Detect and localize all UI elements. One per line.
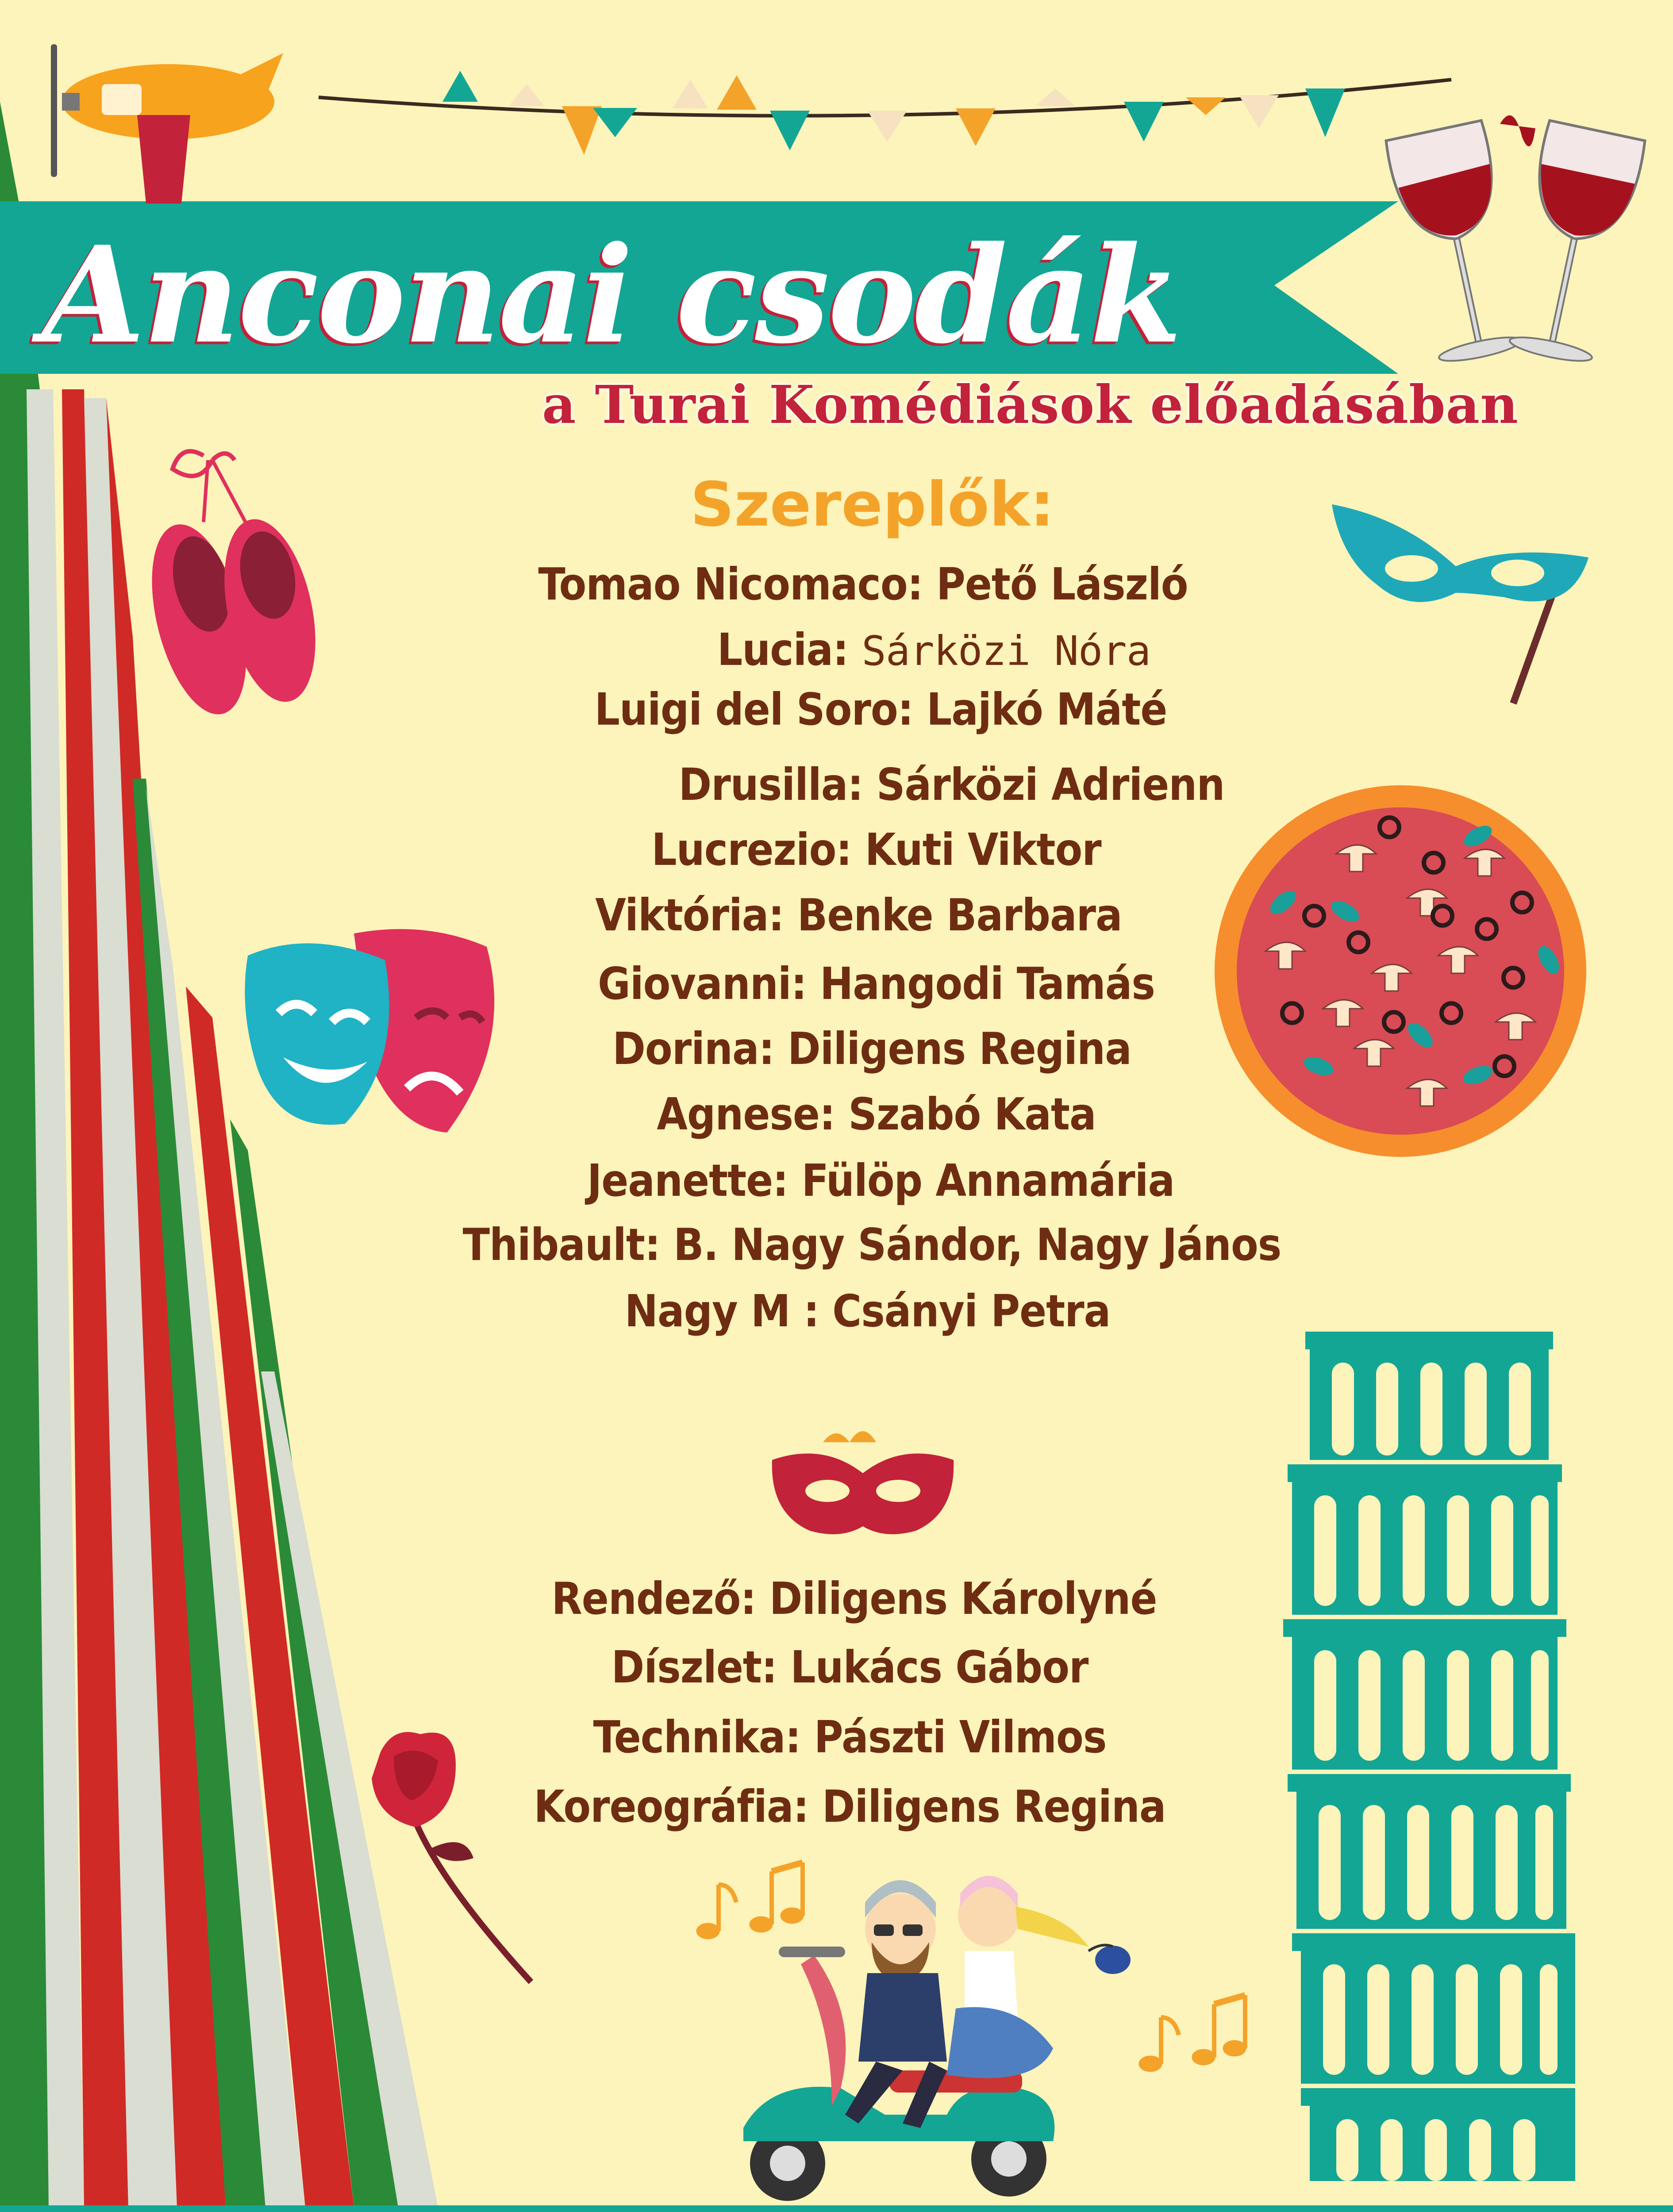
cast-line — [0, 684, 1673, 735]
crew-role: Koreográfia: — [534, 1781, 809, 1832]
cast-line — [0, 824, 1673, 876]
crew-line — [0, 1711, 1673, 1763]
cast-line — [0, 1219, 1673, 1271]
airplane-icon — [35, 27, 345, 212]
cast-line — [0, 558, 1673, 610]
cast-line — [0, 958, 1673, 1010]
bunting-icon — [319, 62, 1451, 142]
cast-actor: Sárközi Adrienn — [876, 759, 1225, 810]
cast-line — [0, 889, 1673, 941]
cast-actor: Pető László — [936, 558, 1188, 610]
cast-line — [0, 1155, 1673, 1206]
cast-actor: Fülöp Annamária — [801, 1155, 1175, 1206]
cast-role: Luigi del Soro: — [594, 684, 913, 735]
cast-role: Viktória: — [595, 889, 784, 941]
poster-subtitle: a Turai Komédiások előadásában — [542, 374, 1519, 435]
crew-name: Diligens Károlyné — [769, 1573, 1157, 1624]
cast-line — [0, 759, 1673, 810]
cast-actor: Lajkó Máté — [927, 684, 1167, 735]
wine-glasses-icon — [1389, 119, 1646, 389]
crew-line — [0, 1573, 1673, 1624]
cast-actor: Sárközi Nóra — [861, 627, 1151, 675]
cast-actor: B. Nagy Sándor, Nagy János — [673, 1219, 1281, 1271]
cast-role: Jeanette: — [587, 1155, 788, 1206]
crew-role: Rendező: — [551, 1573, 756, 1624]
cast-line — [0, 624, 1673, 676]
crew-role: Díszlet: — [611, 1641, 777, 1693]
cast-role: Lucia: — [717, 624, 849, 676]
crew-line — [0, 1641, 1673, 1693]
cast-role: Giovanni: — [597, 958, 807, 1010]
cast-role: Dorina: — [612, 1023, 774, 1075]
cast-role: Nagy M : — [624, 1285, 819, 1337]
cast-actor: Hangodi Tamás — [820, 958, 1155, 1010]
cast-line — [0, 1023, 1673, 1075]
poster-title: Anconai csodák — [42, 217, 1181, 373]
footer-bar — [0, 2205, 1673, 2212]
crew-role: Technika: — [593, 1711, 801, 1763]
crew-name: Diligens Regina — [822, 1781, 1166, 1832]
crew-line — [0, 1781, 1673, 1832]
crew-name: Lukács Gábor — [790, 1641, 1088, 1693]
cast-role: Agnese: — [657, 1088, 835, 1140]
cast-role: Drusilla: — [678, 759, 863, 810]
cast-line — [0, 1088, 1673, 1140]
cast-actor: Csányi Petra — [832, 1285, 1111, 1337]
rose-icon — [367, 1725, 553, 1995]
cast-line — [0, 1285, 1673, 1337]
scooter-couple-icon — [699, 1840, 1159, 2203]
cast-actor: Kuti Viktor — [865, 824, 1101, 876]
cast-heading: Szereplők: — [690, 469, 1054, 540]
cast-actor: Szabó Kata — [848, 1088, 1096, 1140]
cast-actor: Diligens Regina — [787, 1023, 1131, 1075]
cast-actor: Benke Barbara — [797, 889, 1122, 941]
crew-name: Pászti Vilmos — [814, 1711, 1107, 1763]
cast-role: Thibault: — [462, 1219, 660, 1271]
cast-role: Lucrezio: — [651, 824, 852, 876]
venetian-mask-icon — [770, 1425, 956, 1557]
cast-role: Tomao Nicomaco: — [538, 558, 923, 610]
